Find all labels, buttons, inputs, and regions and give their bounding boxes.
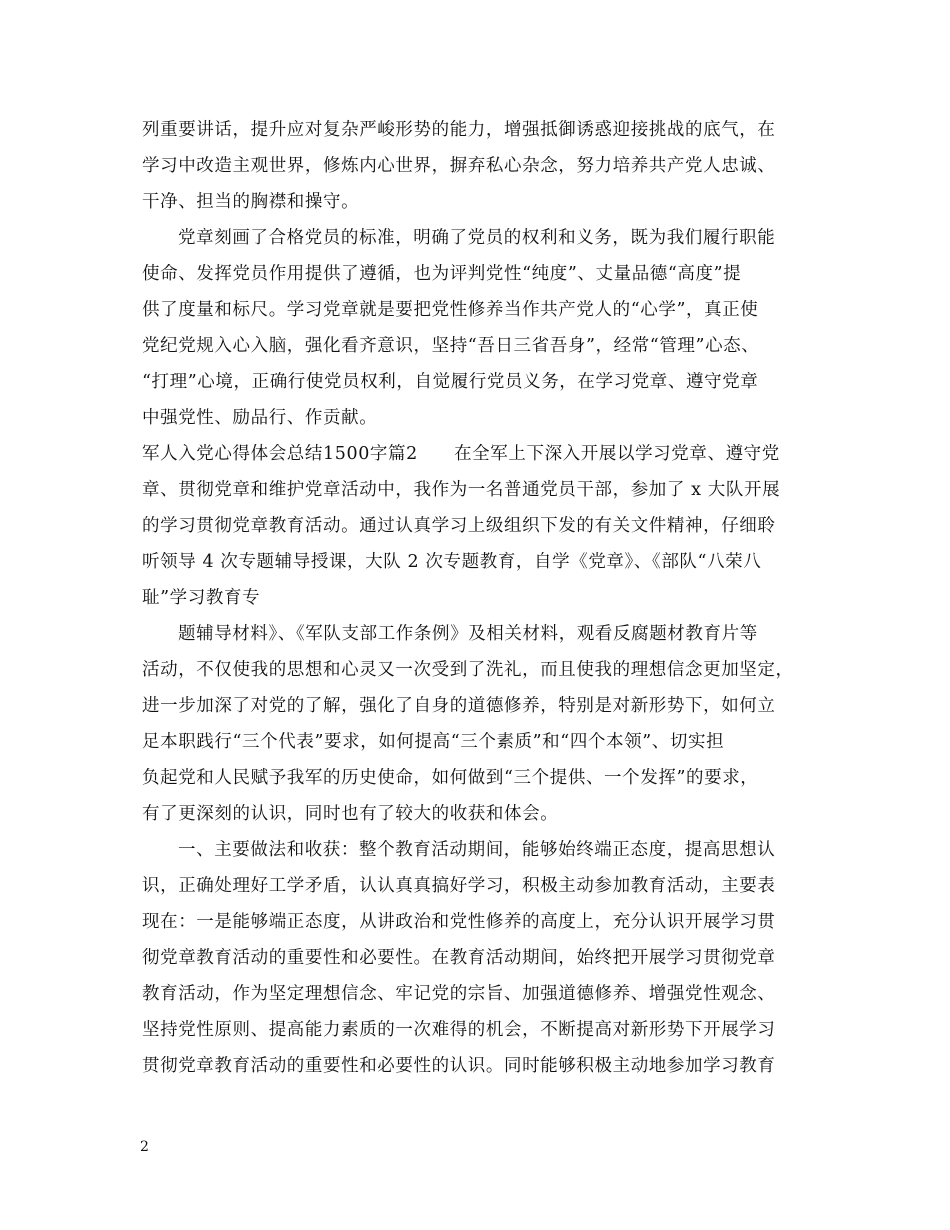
text-line: 彻党章教育活动的重要性和必要性。在教育活动期间，始终把开展学习贯彻党章 bbox=[142, 948, 776, 968]
text-line: 进一步加深了对党的了解，强化了自身的道德修养，特别是对新形势下，如何立 bbox=[142, 696, 776, 716]
paragraph-start-line: 题辅导材料》、《军队支部工作条例》及相关材料，观看反腐题材教育片等 bbox=[178, 624, 758, 644]
text-line: 足本职践行“三个代表”要求，如何提高“三个素质”和“四个本领”、切实担 bbox=[142, 732, 725, 752]
page-number: 2 bbox=[140, 1139, 149, 1155]
paragraph-start-line: 一、主要做法和收获：整个教育活动期间，能够始终端正态度，提高思想认 bbox=[178, 840, 776, 860]
text-line: 党纪党规入心入脑，强化看齐意识，坚持“吾日三省吾身”，经常“管理”心态、 bbox=[142, 336, 760, 356]
text-line: 干净、担当的胸襟和操守。 bbox=[142, 192, 360, 212]
text-line: 的学习贯彻党章教育活动。通过认真学习上级组织下发的有关文件精神，仔细聆 bbox=[142, 516, 776, 536]
text-line: 坚持党性原则、提高能力素质的一次难得的机会，不断提高对新形势下开展学习 bbox=[142, 1020, 776, 1040]
text-line: 章、贯彻党章和维护党章活动中，我作为一名普通党员干部，参加了 x 大队开展 bbox=[142, 480, 781, 500]
section-heading-line: 军人入党心得体会总结1500字篇2 在全军上下深入开展以学习党章、遵守党 bbox=[142, 444, 780, 464]
text-line: 负起党和人民赋予我军的历史使命，如何做到“三个提供、一个发挥”的要求， bbox=[142, 768, 759, 788]
text-line: 有了更深刻的认识，同时也有了较大的收获和体会。 bbox=[142, 804, 559, 824]
text-line: 耻”学习教育专 bbox=[142, 588, 261, 608]
text-line: 学习中改造主观世界，修炼内心世界，摒弃私心杂念，努力培养共产党人忠诚、 bbox=[142, 156, 776, 176]
text-line: 教育活动，作为坚定理想信念、牢记党的宗旨、加强道德修养、增强党性观念、 bbox=[142, 984, 776, 1004]
text-line: “打理”心境，正确行使党员权利，自觉履行党员义务，在学习党章、遵守党章 bbox=[142, 372, 759, 392]
text-line: 供了度量和标尺。学习党章就是要把党性修养当作共产党人的“心学”，真正使 bbox=[142, 300, 759, 320]
text-line: 中强党性、励品行、作贡献。 bbox=[142, 408, 378, 428]
text-line: 列重要讲话，提升应对复杂严峻形势的能力，增强抵御诱惑迎接挑战的底气，在 bbox=[142, 120, 776, 140]
paragraph-start-line: 党章刻画了合格党员的标准，明确了党员的权利和义务，既为我们履行职能 bbox=[178, 228, 776, 248]
text-line: 现在：一是能够端正态度，从讲政治和党性修养的高度上，充分认识开展学习贯 bbox=[142, 912, 776, 932]
text-line: 贯彻党章教育活动的重要性和必要性的认识。同时能够积极主动地参加学习教育 bbox=[142, 1056, 776, 1076]
text-line: 活动，不仅使我的思想和心灵又一次受到了洗礼，而且使我的理想信念更加坚定， bbox=[142, 660, 794, 680]
text-line: 使命、发挥党员作用提供了遵循，也为评判党性“纯度”、丈量品德“高度”提 bbox=[142, 264, 742, 284]
text-line: 听领导 4 次专题辅导授课，大队 2 次专题教育，自学《党章》、《部队“八荣八 bbox=[142, 552, 762, 572]
text-line: 识，正确处理好工学矛盾，认认真真搞好学习，积极主动参加教育活动，主要表 bbox=[142, 876, 776, 896]
